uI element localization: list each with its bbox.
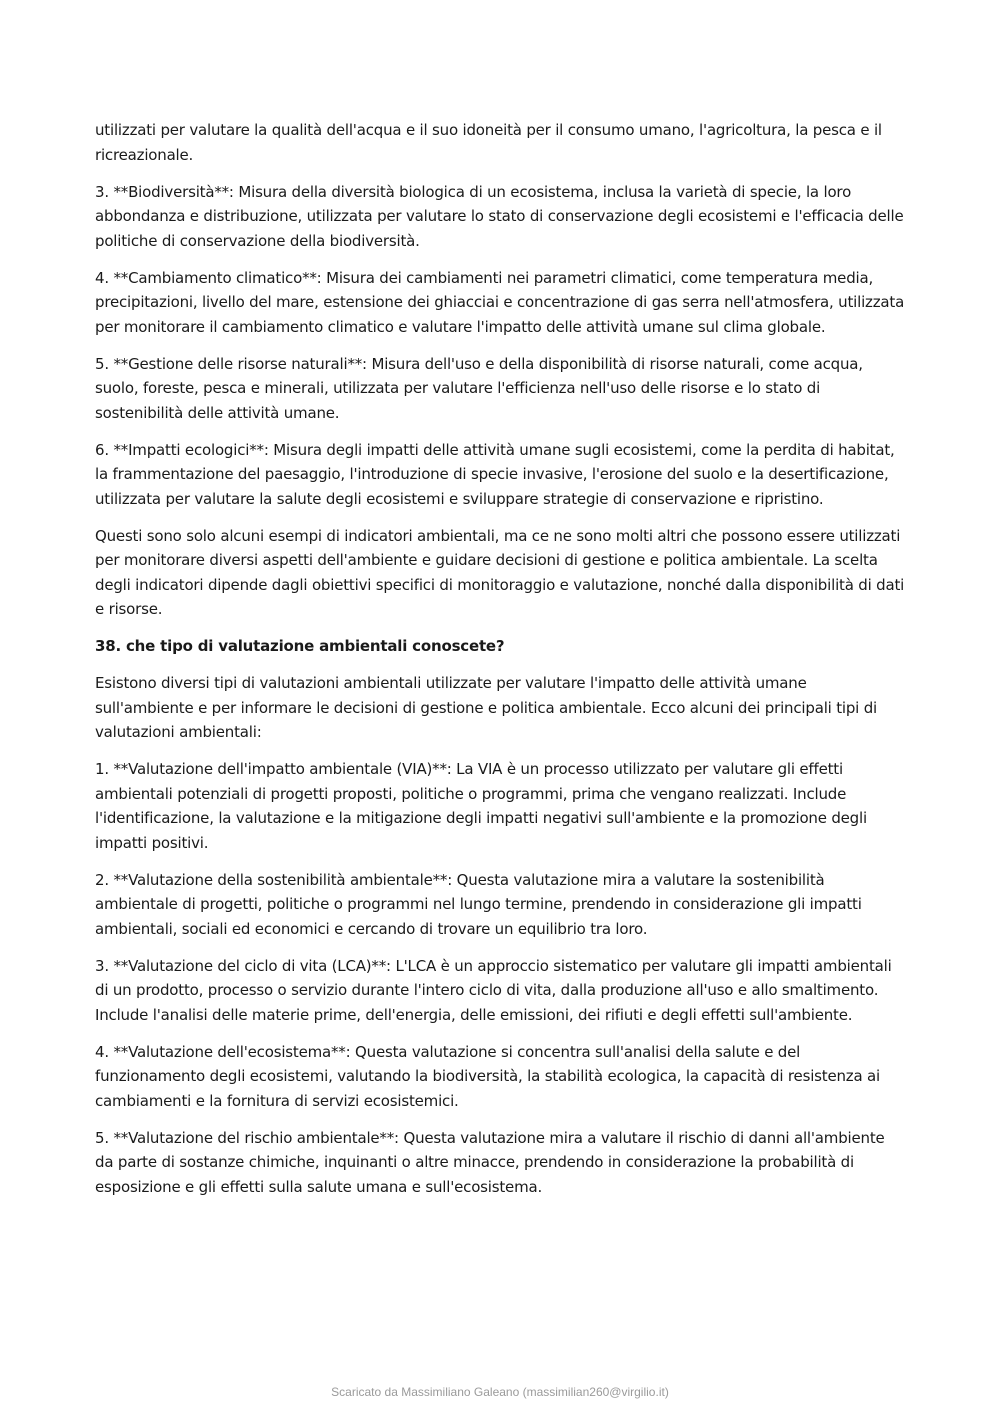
- paragraph-climate-change: 4. **Cambiamento climatico**: Misura dei cambiamenti nei parametri climatici, come temperatura media, precipitazioni, livello del mare, estensione dei ghiacciai e concentrazione di gas serra nell'atmosfera, utilizzata per monitorare il cambiamento climatico e valutare l'impatto delle attività umane sul clima globale.: [95, 268, 905, 336]
- paragraph-ecological-impacts: 6. **Impatti ecologici**: Misura degli impatti delle attività umane sugli ecosistemi, come la perdita di habitat, la frammentazione del paesaggio, l'introduzione di specie invasive, l'erosione del suolo e la desertificazione, utilizzata per valutare la salute degli ecosistemi e sviluppare strategie di conservazione e ripristino.: [95, 440, 895, 508]
- download-footer: Scaricato da Massimiliano Galeano (massimilian260@virgilio.it): [331, 1385, 669, 1399]
- paragraph-natural-resources: 5. **Gestione delle risorse naturali**: Misura dell'uso e della disponibilità di risorse naturali, come acqua, suolo, foreste, pesca e minerali, utilizzata per valutare l'efficienza nell'uso delle risorse e lo stato di sostenibilità delle attività umane.: [95, 354, 863, 422]
- paragraph-via: 1. **Valutazione dell'impatto ambientale (VIA)**: La VIA è un processo utilizzato per valutare gli effetti ambientali potenziali di progetti proposti, politiche o programmi, prima che vengano realizzati. Include l'identificazione, la valutazione e la mitigazione degli impatti negativi sull'ambiente e la promozione degli impatti positivi.: [95, 760, 867, 852]
- paragraph-sustainability: 2. **Valutazione della sostenibilità ambientale**: Questa valutazione mira a valutare la sostenibilità ambientale di progetti, politiche o programmi nel lungo termine, prendendo in considerazione gli impatti ambientali, sociali ed economici e cercando di trovare un equilibrio tra loro.: [95, 870, 862, 938]
- question-heading: 38. che tipo di valutazione ambientali conoscete?: [95, 637, 505, 655]
- paragraph-indicators-summary: Questi sono solo alcuni esempi di indicatori ambientali, ma ce ne sono molti altri che possono essere utilizzati per monitorare diversi aspetti dell'ambiente e guidare decisioni di gestione e politica ambientale. La scelta degli indicatori dipende dagli obiettivi specifici di monitoraggio e valutazione, nonché dalla disponibilità di dati e risorse.: [95, 526, 905, 618]
- paragraph-lca: 3. **Valutazione del ciclo di vita (LCA)**: L'LCA è un approccio sistematico per valutare gli impatti ambientali di un prodotto, processo o servizio durante l'intero ciclo di vita, dalla produzione all'uso e allo smaltimento. Include l'analisi delle materie prime, dell'energia, delle emissioni, dei rifiuti e degli effetti sull'ambiente.: [95, 956, 892, 1024]
- paragraph-environmental-risk: 5. **Valutazione del rischio ambientale**: Questa valutazione mira a valutare il rischio di danni all'ambiente da parte di sostanze chimiche, inquinanti o altre minacce, prendendo in considerazione la probabilità di esposizione e gli effetti sulla salute umana e sull'ecosistema.: [95, 1128, 885, 1196]
- document-page: [95, 118, 905, 1212]
- paragraph-biodiversity: 3. **Biodiversità**: Misura della diversità biologica di un ecosistema, inclusa la varietà di specie, la loro abbondanza e distribuzione, utilizzata per valutare lo stato di conservazione degli ecosistemi e l'efficacia delle politiche di conservazione della biodiversità.: [95, 182, 904, 250]
- paragraph-ecosystem: 4. **Valutazione dell'ecosistema**: Questa valutazione si concentra sull'analisi della salute e del funzionamento degli ecosistemi, valutando la biodiversità, la stabilità ecologica, la capacità di resistenza ai cambiamenti e la fornitura di servizi ecosistemici.: [95, 1042, 880, 1110]
- paragraph-water-quality-continuation: utilizzati per valutare la qualità dell'acqua e il suo idoneità per il consumo umano, l'agricoltura, la pesca e il ricreazionale.: [95, 121, 882, 164]
- paragraph-assessment-intro: Esistono diversi tipi di valutazioni ambientali utilizzate per valutare l'impatto delle attività umane sull'ambiente e per informare le decisioni di gestione e politica ambientale. Ecco alcuni dei principali tipi di valutazioni ambientali:: [95, 674, 877, 741]
